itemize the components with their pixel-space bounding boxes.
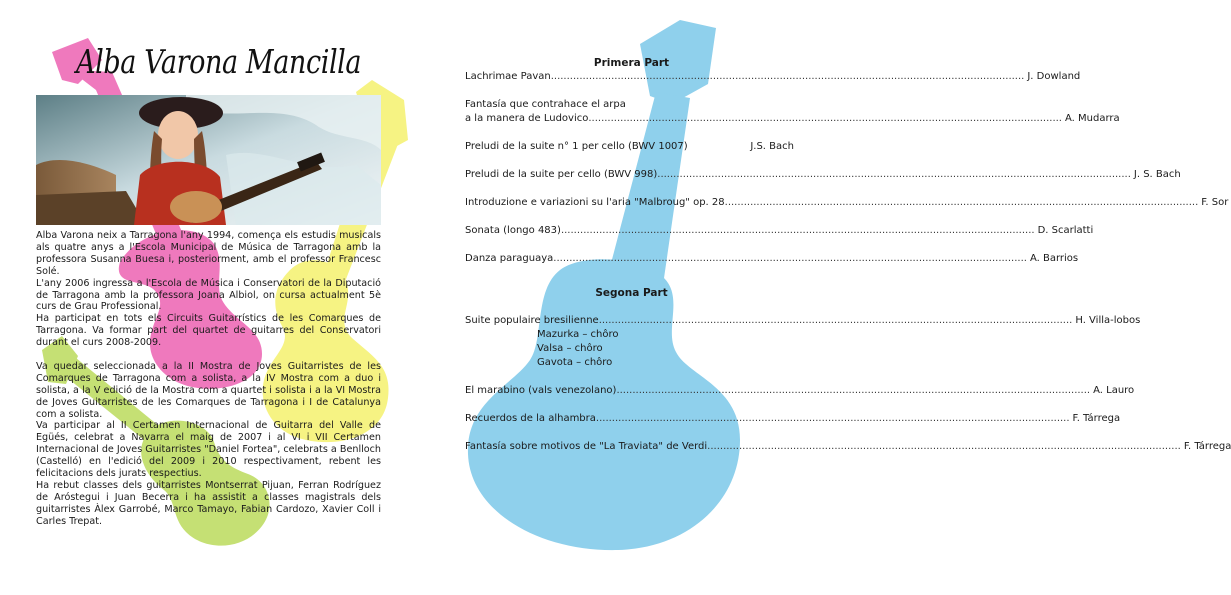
- dot-leader: [551, 70, 1025, 84]
- composer-name: F. Tárrega: [1183, 441, 1231, 452]
- work-title: a la manera de Ludovico: [465, 113, 589, 124]
- bio-paragraph: Va participar al II Certamen Internacional de Guitarra del Valle de Egüés, celebrat a Navarra el maig de 2007 i al VI i VII Certamen Internacional de Joves Guitarristes "Daniel Fortea", celebrats a Benlloch (Castelló) en l'edició del 2009 i 2010 respectivament, rebent les felicitacions dels jurats respectius.: [36, 420, 381, 480]
- bio-paragraph: Va quedar seleccionada a la II Mostra de Joves Guitarristes de les Comarques de Tarragona com a solista, a la IV Mostra com a duo i solista, a la V edició de la Mostra com a quartet i solista i a la VI Mostra de Joves Guitarristes de les Comarques de Tarragona i I de Catalunya com a solista.: [36, 360, 381, 420]
- program-item: [465, 252, 1079, 266]
- bio-paragraph: Ha rebut classes dels guitarristes Montserrat Pijuan, Ferran Rodríguez de Aróstegui i Juan Becerra i ha assistit a classes magistrals dels guitarristes Àlex Garrobé, Marco Tamayo, Fabian Cardozo, Xavier Coll i Carles Trepat.: [36, 480, 381, 527]
- dot-leader: [707, 440, 1181, 454]
- composer-name: H. Villa-lobos: [1075, 315, 1141, 326]
- work-title: Recuerdos de la alhambra: [465, 413, 596, 424]
- dot-leader: [725, 196, 1199, 210]
- composer-name: J. Dowland: [1027, 71, 1081, 82]
- work-title: Preludi de la suite per cello (BWV 998): [465, 169, 658, 180]
- dot-leader: [616, 384, 1090, 398]
- program-item: [465, 384, 1135, 398]
- work-title: Suite populaire bresilienne: [465, 315, 599, 326]
- bio-paragraph: Alba Varona neix a Tarragona l'any 1994, comença els estudis musicals als quatre anys a l'Escola Municipal de Música de Tarragona amb la professora Susanna Buesa i, posteriorment, amb el professor Francesc Solé.: [36, 230, 381, 277]
- suite-movement: Mazurka – chôro: [537, 329, 619, 340]
- program-item: [465, 196, 1229, 210]
- composer-name: F. Sor: [1201, 197, 1229, 208]
- dot-leader: [588, 112, 1062, 126]
- program-item: [465, 412, 1121, 426]
- dot-leader: [561, 224, 1035, 238]
- work-title: Introduzione e variazioni su l'aria "Malbroug" op. 28: [465, 197, 725, 208]
- portrait-with-guitar-photo: [36, 95, 381, 225]
- suite-movement: Gavota – chôro: [537, 357, 613, 368]
- program-item: [465, 224, 1094, 238]
- part-one-heading: Primera Part: [593, 57, 670, 69]
- composer-name: A. Lauro: [1093, 385, 1135, 396]
- work-title: Danza paraguaya: [465, 253, 554, 264]
- bio-paragraph: Ha participat en tots els Circuits Guitarrístics de les Comarques de Tarragona. Va formar part del quartet de guitarres del Conservatori durant el curs 2008-2009.: [36, 313, 381, 349]
- program-item: [465, 440, 1231, 454]
- composer-name: A. Mudarra: [1065, 113, 1120, 124]
- dot-leader: [553, 252, 1027, 266]
- part-two-heading: Segona Part: [595, 287, 668, 299]
- suite-movement: Valsa – chôro: [537, 343, 603, 354]
- composer-name: J. S. Bach: [1133, 169, 1181, 180]
- program-item: [465, 112, 1120, 126]
- composer-name: A. Barrios: [1029, 253, 1079, 264]
- program-item: [465, 140, 798, 154]
- dot-leader: [599, 314, 1073, 328]
- performer-name-title: Alba Varona Mancilla: [76, 42, 362, 81]
- concert-program: [465, 56, 1231, 454]
- program-item: [465, 314, 1141, 328]
- composer-name: J.S. Bach: [750, 141, 794, 152]
- bio-paragraph: L'any 2006 ingressa a l'Escola de Música i Conservatori de la Diputació de Tarragona amb la professora Joana Albiol, on cursa actualment 5è curs de Grau Professional.: [36, 277, 381, 313]
- composer-name: F. Tárrega: [1072, 413, 1121, 424]
- program-item: [465, 70, 1081, 84]
- work-title-line: Fantasía que contrahace el arpa: [465, 99, 626, 110]
- composer-name: D. Scarlatti: [1037, 225, 1094, 236]
- biography-text: [36, 230, 381, 528]
- dot-leader: [596, 412, 1070, 426]
- work-title: El marabino (vals venezolano): [465, 385, 617, 396]
- work-title: Preludi de la suite n° 1 per cello (BWV 1007): [465, 141, 688, 152]
- work-title: Sonata (longo 483): [465, 225, 561, 236]
- work-title: Fantasía sobre motivos de "La Traviata" de Verdi: [465, 441, 708, 452]
- dot-leader: [657, 168, 1131, 182]
- photo-image: [36, 95, 381, 225]
- program-item: [465, 168, 1181, 182]
- work-title: Lachrimae Pavan: [465, 71, 551, 82]
